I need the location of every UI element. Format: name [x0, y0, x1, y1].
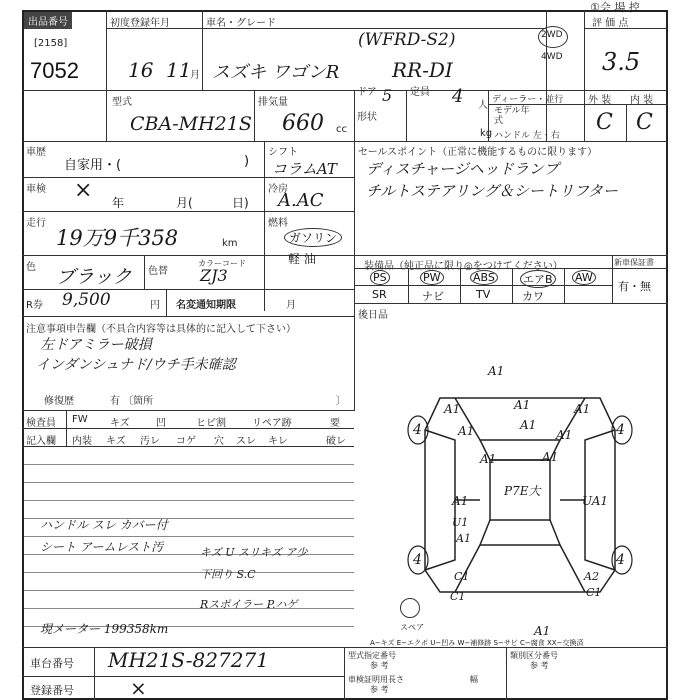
mileage-label: 走行	[26, 218, 46, 229]
inspector-tear: 破レ	[326, 436, 346, 447]
weight-unit: kg	[480, 128, 493, 139]
equip-leather: カワ	[522, 290, 544, 303]
dealer-label: ディーラー・並行	[492, 95, 564, 105]
color-label: 色	[26, 262, 36, 273]
handle-label: ハンドル 左・右	[494, 131, 560, 141]
damage-mark-9: A1	[542, 450, 559, 464]
color-change-label: 色替	[148, 266, 168, 277]
tire-mark-rl: 4	[413, 552, 422, 568]
shift-value: コラムAT	[272, 160, 337, 178]
damage-legend: A−キズ E−エクボ U−凹み W−補修跡 S−サビ C−腐食 XX−交換済	[370, 639, 584, 647]
reg-year: 16	[128, 58, 154, 82]
recycle-unit: 円	[150, 300, 160, 311]
capacity-unit: 人	[478, 100, 488, 111]
equip-tv: TV	[476, 288, 491, 301]
damage-mark-c1-right: C1	[586, 586, 602, 599]
equip-ps: PS	[370, 270, 390, 285]
drive-2wd: 2WD	[541, 30, 563, 40]
damage-mark-rear: A1	[534, 624, 551, 638]
inspection-label: 車検	[26, 184, 46, 195]
fuel-gasoline: ガソリン	[284, 228, 342, 247]
rating-label: 評 価 点	[592, 18, 629, 29]
car-name-label: 車名・グレード	[206, 18, 276, 29]
drive-4wd: 4WD	[541, 52, 563, 62]
inspector-wear: スレ	[236, 436, 256, 447]
inspection-month: 月(	[176, 196, 193, 210]
capacity-value: 4	[452, 86, 464, 107]
inspector-note-1: ハンドル スレ カバー付	[40, 518, 168, 532]
inspector-note-6: 現メーター 199358km	[40, 622, 169, 636]
notice-label: 名変通知期限	[176, 300, 236, 311]
rating-value: 3.5	[602, 48, 641, 76]
fuel-diesel: 軽 油	[288, 252, 316, 266]
new-warranty-value: 有・無	[618, 280, 651, 293]
damage-mark-p7e: P7E大	[504, 484, 541, 498]
tire-mark-fl: 4	[413, 422, 422, 438]
recycle-label: R券	[26, 300, 43, 311]
damage-mark-6: A1	[520, 418, 537, 432]
month-suffix: 月	[190, 70, 200, 81]
car-rear-window	[480, 520, 560, 545]
sales-point-2: チルトステアリング＆シートリフター	[366, 182, 618, 200]
inspector-note-3: キズ U スリキズ ア少	[200, 546, 308, 559]
chassis-value: MH21S-827271	[108, 648, 269, 672]
reg-month: 11	[166, 58, 192, 82]
equip-abs: ABS	[470, 270, 498, 285]
exterior-grade: C	[596, 110, 613, 135]
inspector-note-5: Rスポイラー P.ハゲ	[200, 598, 298, 611]
equip-navi: ナビ	[422, 290, 444, 303]
damage-mark-5: A1	[458, 424, 475, 438]
damage-mark-c1-left: C1	[454, 570, 470, 583]
tire-mark-fr: 4	[616, 422, 625, 438]
doors-label: ドア	[357, 87, 377, 98]
recycle-value: 9,500	[62, 290, 111, 310]
capacity-label: 定員	[410, 87, 430, 98]
damage-mark-3: A1	[514, 398, 531, 412]
damage-mark-ua1: UA1	[582, 494, 609, 508]
repair-label: 修復歴	[44, 396, 74, 407]
damage-mark-10: A1	[452, 494, 469, 508]
model-year-label: モデル年式	[494, 106, 530, 126]
color-value: ブラック	[56, 266, 132, 288]
width-label: 幅	[470, 675, 478, 684]
aircon-label: 冷房	[268, 184, 288, 195]
repair-close: 〕	[336, 396, 346, 407]
category-label: 類別区分番号	[510, 651, 558, 660]
lot-label: 出品番号	[24, 12, 72, 29]
notes-line-2: インダンシュナド/ウチ手未確認	[36, 357, 236, 373]
damage-mark-8: A1	[480, 452, 497, 466]
fuel-label: 燃料	[268, 218, 288, 229]
cert-ref: 参 考	[370, 685, 389, 694]
inspector-dent: 凹	[156, 418, 166, 429]
equip-airbag: エアB	[520, 270, 556, 288]
lot-code: [2158]	[34, 38, 68, 49]
registration-value: ×	[130, 676, 147, 700]
color-code: ZJ3	[200, 266, 228, 285]
damage-mark-u1: U1	[452, 516, 469, 529]
equipment-label: 装備品（純正品に限り◎をつけてください）	[364, 261, 563, 272]
inspector-crack: ヒビ割	[196, 418, 226, 429]
lot-number: 7052	[30, 58, 79, 83]
displacement-value: 660	[282, 111, 324, 136]
new-warranty-label: 新車保証書	[614, 258, 654, 267]
car-name: スズキ ワゴンR	[212, 62, 340, 83]
spare-tire	[400, 598, 420, 618]
usage-label: 車歴	[26, 147, 46, 158]
inspector-label-1: 検査員	[26, 418, 56, 429]
inspection-value: ×	[74, 178, 93, 203]
interior-grade: C	[636, 110, 653, 135]
color-code-label: カラーコード	[198, 259, 246, 268]
model-label: 型式	[112, 97, 132, 108]
registration-label: 登録番号	[30, 684, 74, 697]
grade: RR-DI	[392, 58, 453, 82]
damage-mark-2: A1	[444, 402, 461, 416]
inspector-label-2: 記入欄	[26, 436, 56, 447]
car-trunk	[455, 545, 585, 592]
damage-mark-7: A1	[556, 428, 573, 442]
spare-label: スペア	[400, 623, 424, 632]
length-label: 長さ	[388, 675, 404, 684]
grade-note: (WFRD-S2)	[358, 30, 456, 50]
sales-points-label: セールスポイント（正常に機能するものに限ります）	[358, 147, 598, 158]
inspector-repair: リペア跡	[252, 418, 292, 429]
equip-pw: PW	[420, 270, 444, 285]
aircon-value: A.AC	[278, 190, 324, 211]
tire-mark-rr: 4	[616, 552, 625, 568]
inspector-burn: コゲ	[176, 436, 196, 447]
inspector-cut: キレ	[268, 436, 288, 447]
repair-value: 有 〔箇所	[110, 396, 154, 407]
damage-mark-a2: A2	[584, 570, 599, 583]
category-ref: 参 考	[530, 661, 549, 670]
notes-line-1: 左ドアミラー破損	[40, 337, 152, 353]
damage-mark-1: A1	[488, 364, 505, 378]
inspector-fw: FW	[72, 414, 88, 425]
model-value: CBA-MH21S	[130, 113, 252, 135]
usage-close: )	[244, 154, 250, 169]
inspection-day: 日)	[232, 196, 249, 210]
type-number-ref: 参 考	[370, 661, 389, 670]
exterior-label: 外 装	[588, 95, 612, 106]
sales-point-1: ディスチャージヘッドランプ	[366, 160, 559, 178]
damage-mark-a1-left: A1	[456, 532, 471, 545]
equip-sr: SR	[372, 288, 387, 301]
type-number-label: 型式指定番号	[348, 651, 396, 660]
inspector-note-2: シート アームレスト汚	[40, 540, 164, 554]
damage-mark-4: A1	[574, 402, 591, 416]
doors-value: 5	[382, 86, 393, 105]
cert-label: 車検証明用	[348, 675, 388, 684]
car-left-side	[425, 430, 455, 570]
equip-aw: AW	[572, 270, 596, 285]
inspection-year: 年	[112, 196, 125, 210]
usage-value: 自家用・(	[64, 158, 122, 173]
inspector-stain: 汚レ	[140, 436, 160, 447]
inspector-int-scratch: キズ	[106, 436, 126, 447]
notice-month: 月	[286, 300, 296, 311]
inspector-note-4: 下回り S.C	[200, 568, 256, 581]
notes-label: 注意事項申告欄（不具合内容等は具体的に記入して下さい）	[26, 324, 296, 335]
form-label: 形状	[357, 112, 377, 123]
shift-label: シフト	[268, 147, 298, 158]
inspector-hole: 穴	[214, 436, 224, 447]
inspector-scratch: キズ	[110, 418, 130, 429]
mileage-unit: km	[222, 238, 238, 249]
mileage-value: 19万9千358	[56, 226, 179, 250]
chassis-label: 車台番号	[30, 657, 74, 670]
venue-label: ①会 場 控	[590, 1, 640, 14]
interior-label: 内 装	[630, 95, 654, 106]
damage-mark-c1-rear: C1	[450, 590, 466, 603]
displacement-label: 排気量	[258, 97, 288, 108]
first-reg-label: 初度登録年月	[110, 18, 170, 29]
after-parts-label: 後日品	[358, 310, 388, 321]
displacement-unit: cc	[336, 124, 347, 135]
inspector-required: 要	[330, 418, 340, 429]
inspector-interior: 内装	[72, 436, 92, 447]
